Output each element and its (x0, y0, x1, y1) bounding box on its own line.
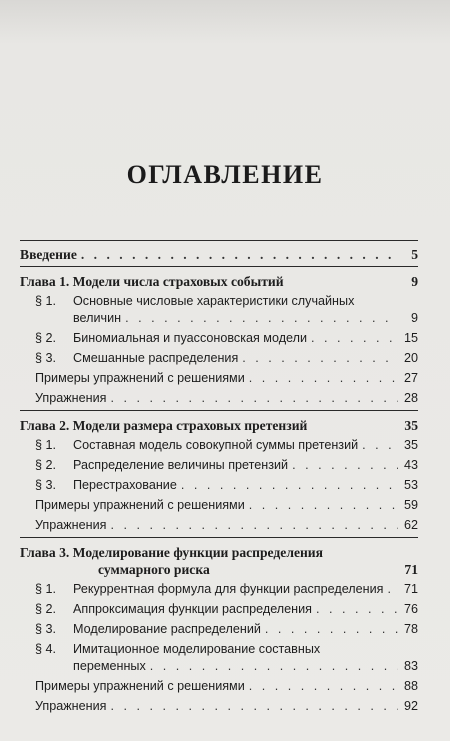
toc-section (20, 350, 418, 367)
examples-page: 27 (403, 371, 418, 385)
page-title: ОГЛАВЛЕНИЕ (126, 160, 324, 189)
section-number: § 1. (35, 294, 57, 308)
examples-page: 88 (403, 679, 418, 693)
toc-section (20, 437, 418, 454)
exercises-page: 92 (403, 699, 418, 713)
toc-chapter-1 (20, 273, 418, 290)
section-number: § 3. (35, 478, 57, 492)
section-page: 78 (403, 622, 418, 636)
dot-leader (249, 370, 398, 387)
dot-leader (125, 310, 398, 327)
chapter-2-page: 35 (404, 418, 418, 433)
toc-intro-page: 5 (411, 247, 418, 262)
section-number: § 2. (35, 331, 57, 345)
section-title: Распределение величины претензий (73, 458, 289, 472)
toc-section-continuation (20, 658, 418, 675)
chapter-3-label: Глава 3. Моделирование функции распределения (20, 545, 323, 560)
toc-chapter-3 (20, 544, 418, 561)
section-number: § 1. (35, 582, 57, 596)
section-page: 15 (403, 331, 418, 345)
section-title: Составная модель совокупной суммы претензий (73, 438, 359, 452)
divider (20, 537, 418, 538)
examples-page: 59 (403, 498, 418, 512)
section-title: Перестрахование (73, 478, 177, 492)
section-title: Смешанные распределения (73, 351, 239, 365)
exercises-page: 28 (403, 391, 418, 405)
toc-section (20, 477, 418, 494)
section-number: § 3. (35, 351, 57, 365)
section-page: 43 (403, 458, 418, 472)
toc-section (20, 457, 418, 474)
section-page: 9 (410, 311, 418, 325)
section-number: § 1. (35, 438, 57, 452)
section-page: 76 (403, 602, 418, 616)
dot-leader (81, 246, 398, 263)
toc-section (20, 601, 418, 618)
toc-section (20, 293, 418, 310)
toc-section (20, 641, 418, 658)
section-title: Биномиальная и пуассоновская модели (73, 331, 308, 345)
section-title: Рекуррентная формула для функции распределения (73, 582, 384, 596)
toc-exercises (20, 390, 418, 407)
dot-leader (249, 497, 398, 514)
dot-leader (292, 457, 398, 474)
divider (20, 240, 418, 241)
section-page: 53 (403, 478, 418, 492)
divider (20, 266, 418, 267)
exercises-label: Упражнения (35, 391, 107, 405)
section-number: § 3. (35, 622, 57, 636)
dot-leader (150, 658, 398, 675)
table-of-contents (20, 237, 418, 718)
toc-examples (20, 497, 418, 514)
toc-exercises (20, 517, 418, 534)
divider (20, 410, 418, 411)
toc-section (20, 330, 418, 347)
toc-exercises (20, 698, 418, 715)
toc-chapter-3-continuation (20, 561, 418, 578)
section-page: 35 (403, 438, 418, 452)
exercises-page: 62 (403, 518, 418, 532)
toc-section (20, 621, 418, 638)
dot-leader (316, 601, 398, 618)
chapter-3-label-cont: суммарного риска (98, 562, 210, 577)
section-title: Моделирование распределений (73, 622, 261, 636)
dot-leader (110, 698, 398, 715)
dot-leader (362, 437, 398, 454)
examples-label: Примеры упражнений с решениями (35, 679, 245, 693)
section-number: § 2. (35, 602, 57, 616)
dot-leader (265, 621, 398, 638)
dot-leader (387, 581, 398, 598)
toc-examples (20, 370, 418, 387)
toc-intro-label: Введение (20, 247, 77, 262)
section-title: Аппроксимация функции распределения (73, 602, 312, 616)
chapter-2-label: Глава 2. Модели размера страховых претензий (20, 418, 308, 433)
exercises-label: Упражнения (35, 518, 107, 532)
chapter-1-page: 9 (411, 274, 418, 289)
dot-leader (110, 390, 398, 407)
section-title: Основные числовые характеристики случайных (73, 294, 355, 308)
dot-leader (181, 477, 398, 494)
dot-leader (311, 330, 398, 347)
chapter-3-page: 71 (404, 562, 418, 577)
examples-label: Примеры упражнений с решениями (35, 498, 245, 512)
dot-leader (110, 517, 398, 534)
section-page: 83 (403, 659, 418, 673)
section-page: 20 (403, 351, 418, 365)
dot-leader (249, 678, 398, 695)
exercises-label: Упражнения (35, 699, 107, 713)
section-title: Имитационное моделирование составных (73, 642, 321, 656)
toc-examples (20, 678, 418, 695)
section-page: 71 (403, 582, 418, 596)
chapter-1-label: Глава 1. Модели числа страховых событий (20, 274, 284, 289)
section-number: § 4. (35, 642, 57, 656)
examples-label: Примеры упражнений с решениями (35, 371, 245, 385)
toc-intro (20, 246, 418, 263)
dot-leader (242, 350, 398, 367)
section-title-cont: величин (73, 311, 122, 325)
toc-section-continuation (20, 310, 418, 327)
section-number: § 2. (35, 458, 57, 472)
toc-section (20, 581, 418, 598)
section-title-cont: переменных (73, 659, 146, 673)
toc-chapter-2 (20, 417, 418, 434)
